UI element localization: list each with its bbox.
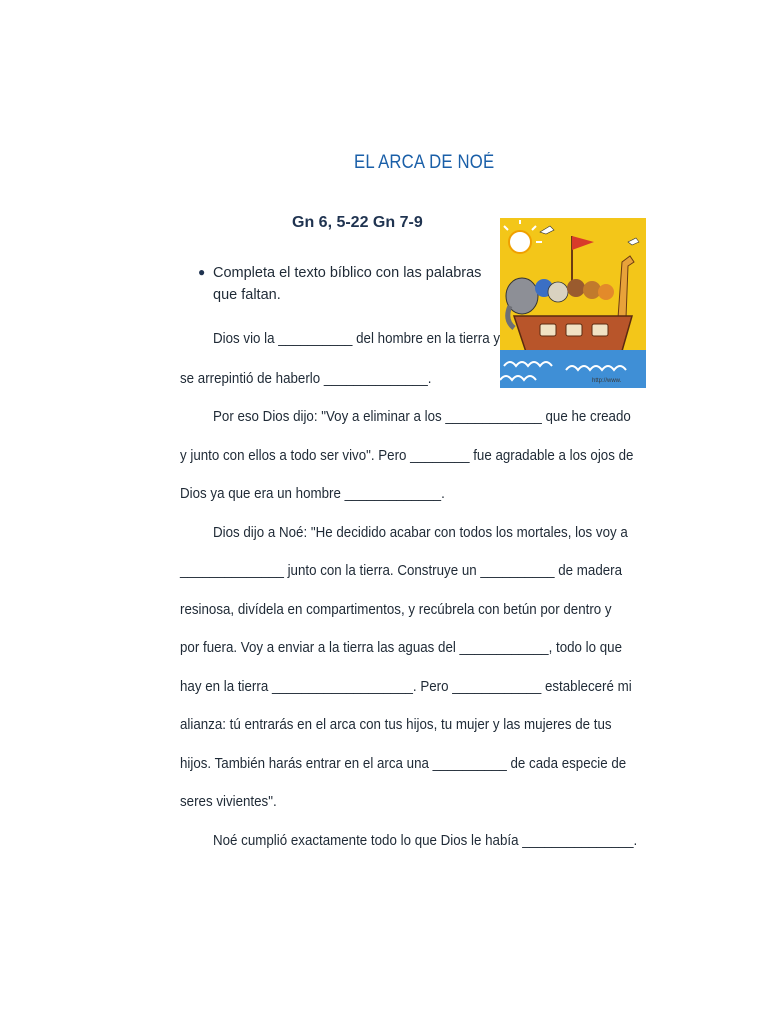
text-line: por fuera. Voy a enviar a la tierra las aguas del ____________, todo lo que	[180, 640, 623, 656]
text-line: ______________ junto con la tierra. Construye un __________ de madera	[180, 563, 623, 579]
text-line: Dios dijo a Noé: "He decidido acabar con todos los mortales, los voy a	[213, 525, 628, 541]
text-line: Por eso Dios dijo: "Voy a eliminar a los _____________ que he creado	[213, 409, 631, 425]
bullet-icon: ●	[198, 265, 206, 279]
text-line: hijos. También harás entrar en el arca una __________ de cada especie de	[180, 756, 627, 772]
text-line: y junto con ellos a todo ser vivo". Pero ________ fue agradable a los ojos de	[180, 448, 634, 464]
text-line: Dios vio la __________ del hombre en la tierra y	[213, 331, 500, 347]
text-line: hay en la tierra ___________________. Pero ____________ estableceré mi	[180, 679, 632, 695]
bible-reference: Gn 6, 5-22 Gn 7-9	[292, 214, 423, 231]
noah-ark-illustration	[500, 218, 646, 388]
instruction-text: Completa el texto bíblico con las palabras que faltan.	[213, 265, 482, 303]
text-line: resinosa, divídela en compartimentos, y recúbrela con betún por dentro y	[180, 602, 612, 618]
page-title: EL ARCA DE NOÉ	[354, 152, 495, 173]
text-line: Noé cumplió exactamente todo lo que Dios le había _______________.	[213, 833, 638, 849]
text-line: Dios ya que era un hombre _____________.	[180, 486, 445, 502]
text-line: alianza: tú entrarás en el arca con tus hijos, tu mujer y las mujeres de tus	[180, 717, 612, 733]
image-caption: http://www.	[592, 378, 622, 384]
text-line: se arrepintió de haberlo ______________.	[180, 371, 432, 387]
text-line: seres vivientes".	[180, 794, 277, 810]
